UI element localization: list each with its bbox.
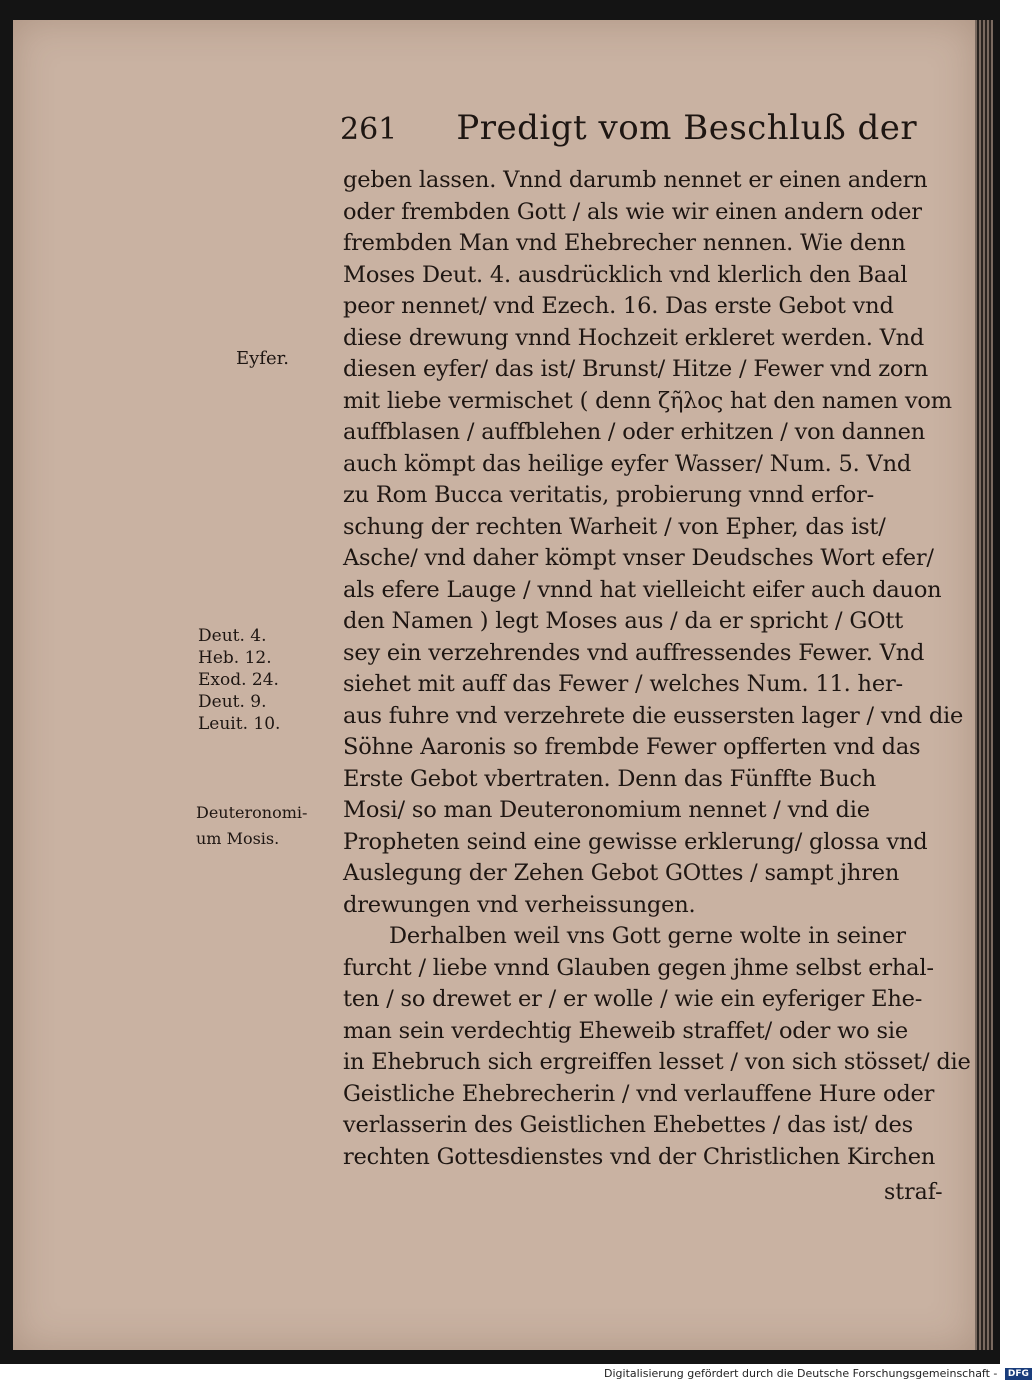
text-line: auffblasen / auffblehen / oder erhitzen / von dannen [343, 419, 926, 445]
marginal-note-deuteronomium [196, 800, 307, 852]
text-line: peor nennet/ vnd Ezech. 16. Das erste Gebot vnd [343, 293, 894, 319]
text-line: Erste Gebot vbertraten. Denn das Fünffte Buch [343, 765, 877, 792]
running-head [340, 108, 918, 158]
text-line: den Namen ) legt Moses aus / da er spricht / GOtt [343, 608, 904, 634]
text-line: als efere Lauge / vnnd hat vielleicht eifer auch dauon [343, 576, 942, 603]
text-line: oder frembden Gott / als wie wir einen andern oder [343, 198, 922, 225]
footer-text: Digitalisierung gefördert durch die Deutsche Forschungsgemeinschaft - [604, 1367, 998, 1380]
dfg-logo: DFG [1005, 1368, 1032, 1380]
text-line: Söhne Aaronis so frembde Fewer opfferten vnd das [343, 734, 921, 760]
marginal-reference: Deut. 4. [198, 626, 267, 646]
text-line: rechten Gottesdienstes vnd der Christlichen Kirchen [343, 1143, 936, 1170]
text-line: furcht / liebe vnnd Glauben gegen jhme selbst erhal- [343, 954, 934, 981]
text-line: Asche/ vnd daher kömpt vnser Deudsches Wort efer/ [343, 545, 934, 571]
marginal-note-eyfer: Eyfer. [236, 348, 289, 369]
text-line: man sein verdechtig Eheweib straffet/ oder wo sie [343, 1017, 908, 1044]
page-number: 261 [340, 112, 398, 147]
text-line: auch kömpt das heilige eyfer Wasser/ Num. 5. Vnd [343, 450, 912, 477]
text-line: geben lassen. Vnnd darumb nennet er einen andern [343, 167, 928, 193]
catchword: straf- [884, 1180, 943, 1205]
digitization-footer [604, 1367, 1032, 1380]
text-line: in Ehebruch sich ergreiffen lesset / von sich stösset/ die [343, 1049, 971, 1075]
main-text [343, 165, 971, 1173]
marginal-line: um Mosis. [196, 829, 280, 848]
page-edge [975, 20, 993, 1350]
text-line: Propheten seind eine gewisse erklerung/ glossa vnd [343, 828, 928, 855]
text-line: ten / so drewet er / er wolle / wie ein eyferiger Ehe- [343, 986, 923, 1012]
text-line: drewungen vnd verheissungen. [343, 891, 696, 918]
text-line: diese drewung vnnd Hochzeit erkleret werden. Vnd [343, 324, 925, 351]
text-line: frembden Man vnd Ehebrecher nennen. Wie denn [343, 230, 906, 256]
text-line: verlasserin des Geistlichen Ehebettes / das ist/ des [343, 1112, 914, 1138]
text-line: mit liebe vermischet ( denn ζῆλος hat den namen vom [343, 387, 952, 414]
marginal-line: Deuteronomi- [196, 803, 308, 822]
marginal-reference: Deut. 9. [198, 692, 267, 712]
text-line: Geistliche Ehebrecherin / vnd verlauffene Hure oder [343, 1080, 935, 1107]
running-title: Predigt vom Beschluß der [456, 108, 918, 148]
text-line: sey ein verzehrendes vnd auffressendes Fewer. Vnd [343, 639, 925, 666]
marginal-reference: Heb. 12. [198, 648, 272, 668]
text-line: Auslegung der Zehen Gebot GOttes / sampt jhren [343, 860, 900, 886]
marginal-references [198, 625, 280, 735]
text-line: zu Rom Bucca veritatis, probierung vnnd erfor- [343, 482, 875, 508]
paragraph-start-line: Derhalben weil vns Gott gerne wolte in seiner [389, 923, 906, 949]
text-line: aus fuhre vnd verzehrete die eussersten lager / vnd die [343, 702, 964, 729]
text-line: schung der rechten Warheit / von Epher, das ist/ [343, 513, 886, 540]
text-line: Mosi/ so man Deuteronomium nennet / vnd die [343, 797, 870, 823]
text-line: Moses Deut. 4. ausdrücklich vnd klerlich den Baal [343, 261, 908, 288]
text-line: diesen eyfer/ das ist/ Brunst/ Hitze / Fewer vnd zorn [343, 356, 929, 382]
text-line: siehet mit auff das Fewer / welches Num. 11. her- [343, 671, 903, 697]
marginal-reference: Exod. 24. [198, 670, 279, 690]
marginal-reference: Leuit. 10. [198, 714, 281, 734]
